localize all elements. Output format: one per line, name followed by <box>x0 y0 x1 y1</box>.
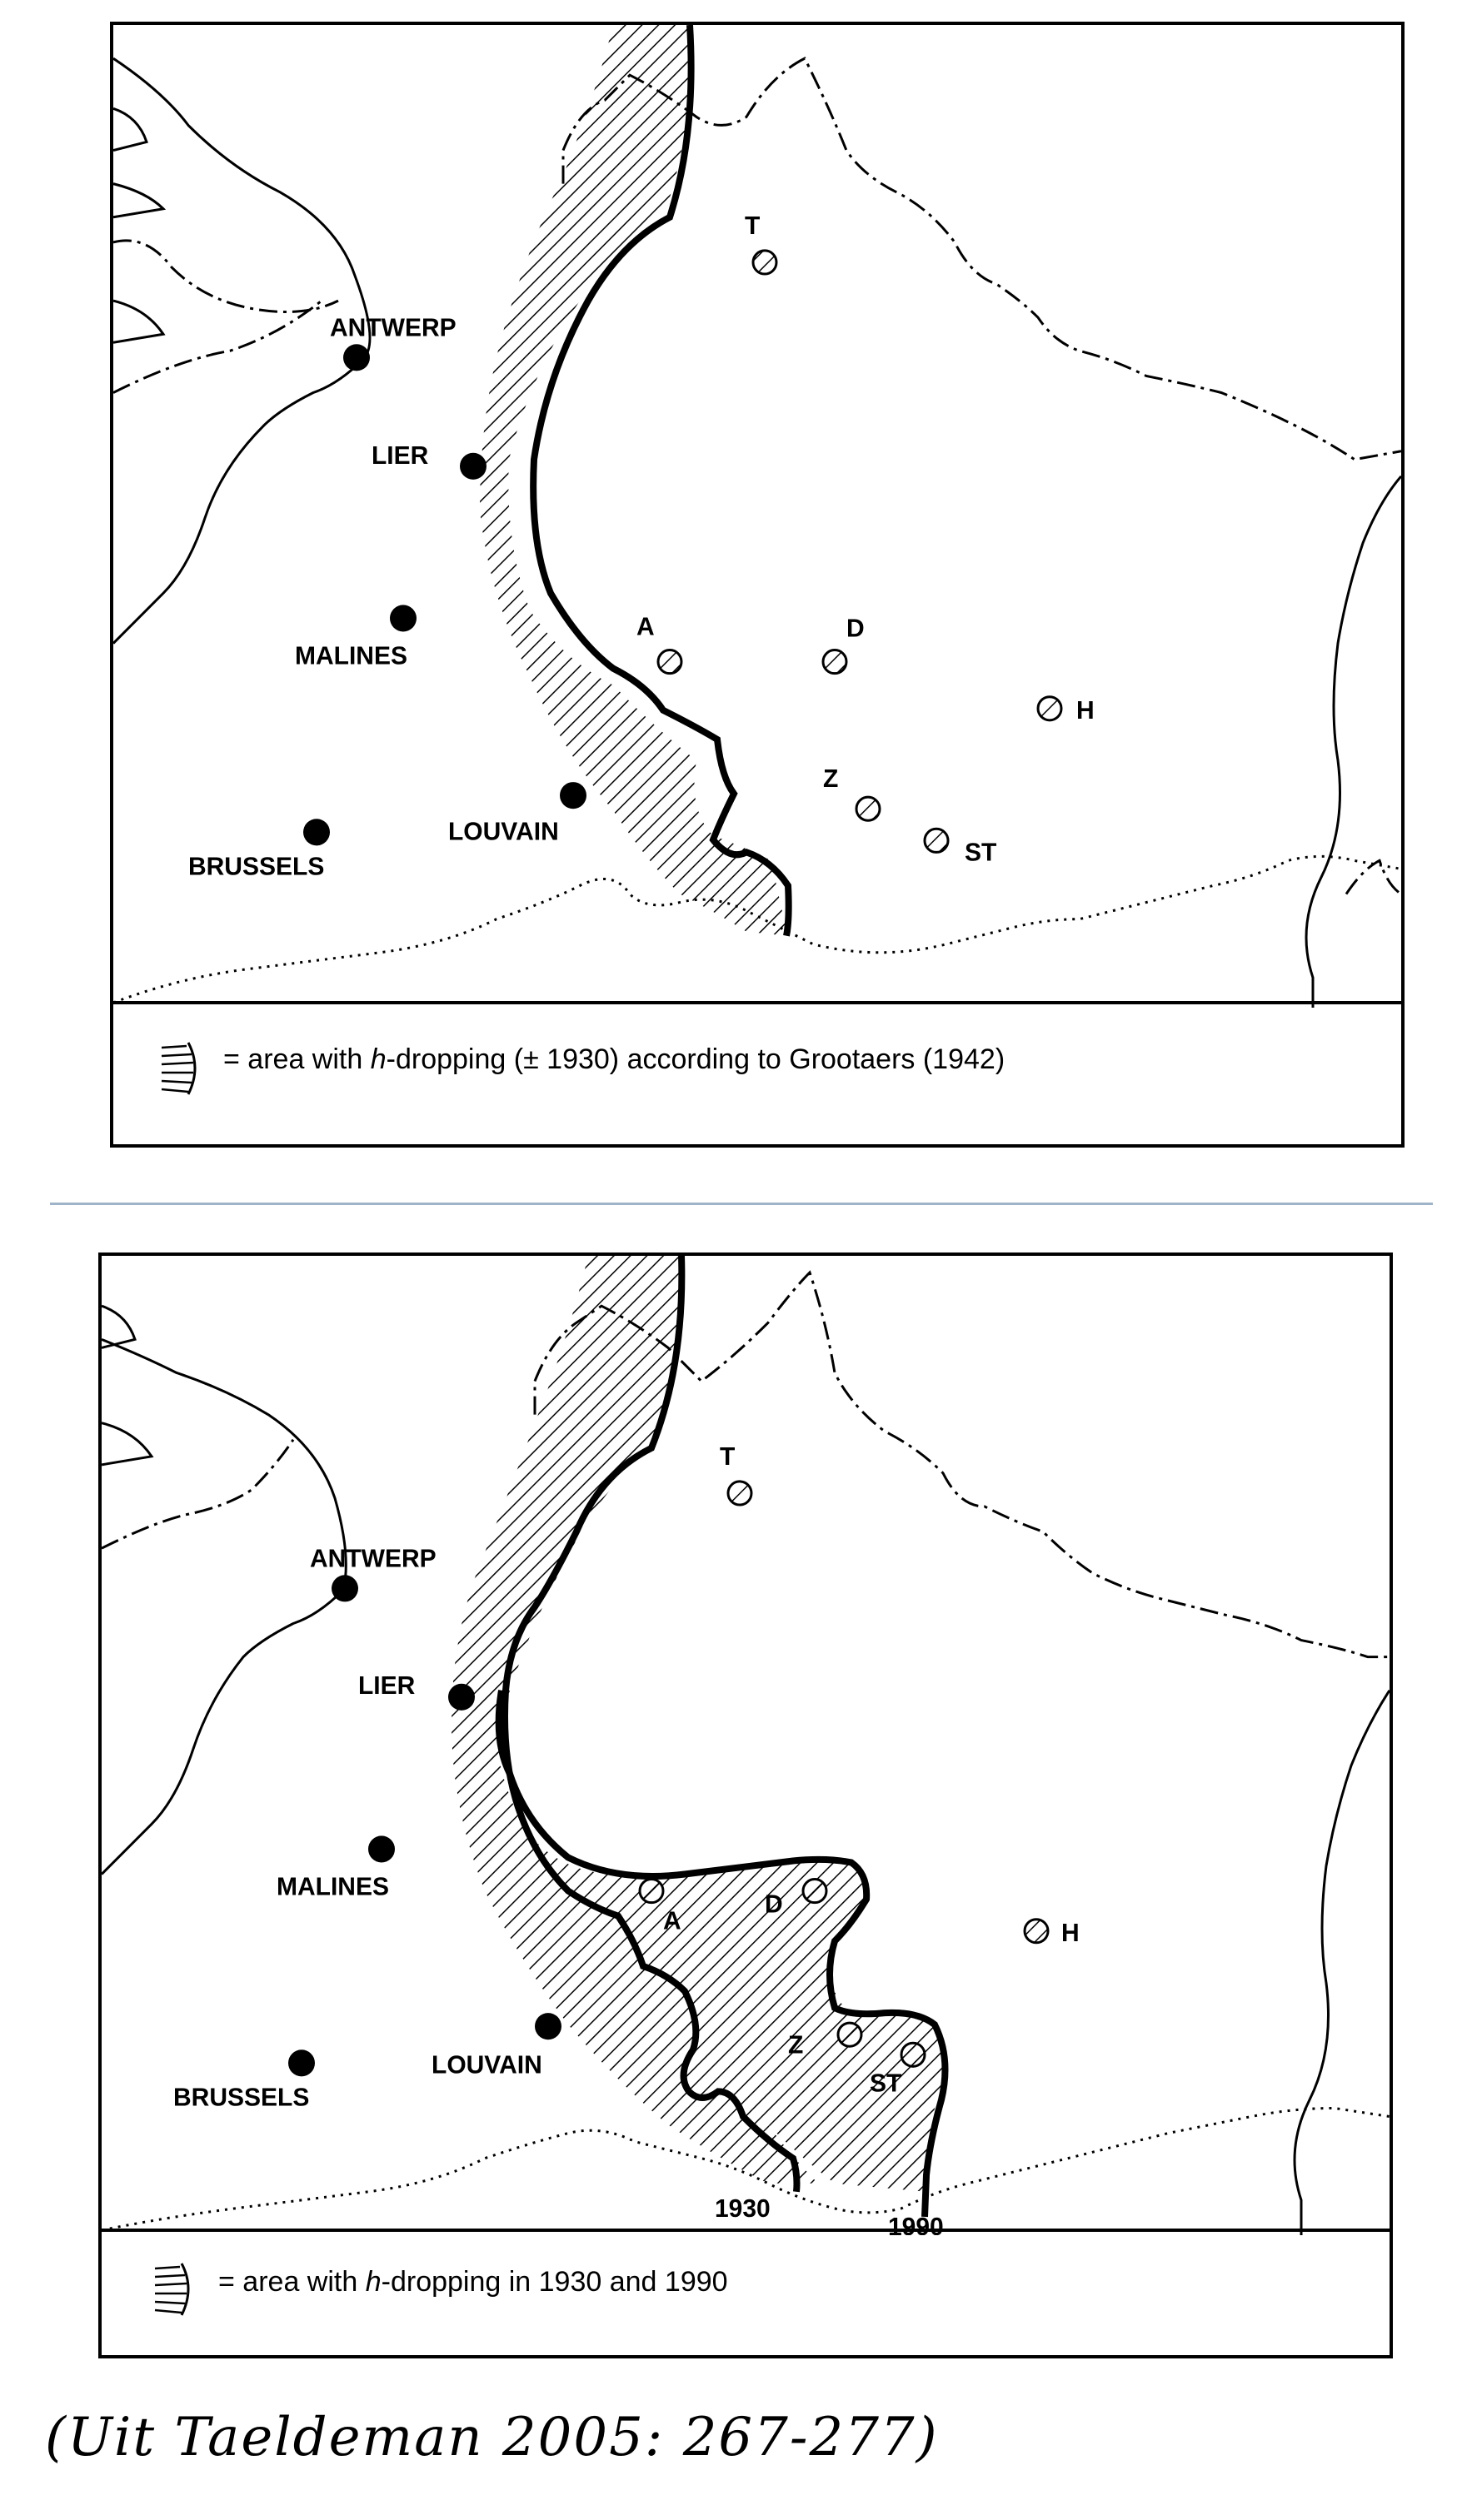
legend-text: = area with h-dropping in 1930 and 1990 <box>218 2266 728 2298</box>
location-label: ST <box>965 839 997 867</box>
location-a <box>636 613 681 673</box>
city-malines <box>277 1835 395 1900</box>
location-z <box>823 765 880 820</box>
river-coast <box>113 108 163 342</box>
map-panel-1930 <box>110 22 1405 1148</box>
city-brussels <box>173 2049 315 2111</box>
location-label: T <box>720 1442 736 1471</box>
h-dropping-area-1930 <box>480 25 788 936</box>
river-scheldt <box>102 1339 346 1874</box>
year-label-1990: 1990 <box>888 2213 944 2235</box>
city-label: BRUSSELS <box>188 853 325 881</box>
location-label: Z <box>788 2031 804 2059</box>
city-louvain <box>432 2013 561 2079</box>
national-border-west <box>113 241 338 312</box>
hatch-swatch-icon <box>155 1039 205 1098</box>
location-label: T <box>745 212 761 240</box>
map-1930 <box>113 25 1401 1008</box>
location-label: Z <box>823 765 839 794</box>
city-label: ANTWERP <box>330 314 457 342</box>
river-meuse <box>1306 476 1401 1008</box>
city-lier <box>372 442 487 480</box>
city-label: LOUVAIN <box>448 818 559 846</box>
location-label: H <box>1061 1919 1080 1947</box>
city-label: LIER <box>358 1671 416 1700</box>
location-t <box>720 1443 751 1505</box>
location-t <box>745 212 776 274</box>
legend-text: = area with h-dropping (± 1930) according to Grootaers (1942) <box>223 1043 1005 1075</box>
location-label: H <box>1076 696 1095 725</box>
city-label: BRUSSELS <box>173 2084 310 2112</box>
location-label: D <box>765 1890 783 1919</box>
city-label: LIER <box>372 441 429 470</box>
separator-line <box>50 1203 1433 1205</box>
location-label: A <box>636 613 655 641</box>
river-scheldt <box>113 58 370 643</box>
map-1990 <box>102 1256 1390 2235</box>
border-east <box>1346 860 1401 894</box>
city-brussels <box>188 819 330 880</box>
map-panel-1990 <box>98 1253 1393 2358</box>
year-label-1930: 1930 <box>715 2194 771 2223</box>
location-label: ST <box>870 2069 902 2098</box>
hatch-swatch-icon <box>148 2260 198 2318</box>
location-h <box>1038 697 1095 725</box>
location-h <box>1025 1920 1080 1947</box>
river-meuse <box>1295 1691 1390 2235</box>
handwritten-caption: (Uit Taeldeman 2005: 267-277) <box>45 2407 939 2468</box>
city-louvain <box>448 782 586 845</box>
city-antwerp <box>330 314 457 371</box>
city-malines <box>295 605 417 670</box>
location-label: D <box>846 615 865 643</box>
legend-1930 <box>113 1001 1401 1144</box>
location-d <box>823 615 865 673</box>
city-antwerp <box>310 1545 437 1601</box>
city-label: MALINES <box>277 1873 389 1901</box>
national-border-north <box>102 1272 1390 1657</box>
legend-1930-1990 <box>102 2229 1390 2355</box>
river-coast <box>102 1306 152 1465</box>
city-label: ANTWERP <box>310 1545 437 1573</box>
location-st <box>925 829 997 866</box>
city-label: LOUVAIN <box>432 2051 542 2079</box>
city-label: MALINES <box>295 642 407 670</box>
location-label: A <box>663 1907 681 1935</box>
